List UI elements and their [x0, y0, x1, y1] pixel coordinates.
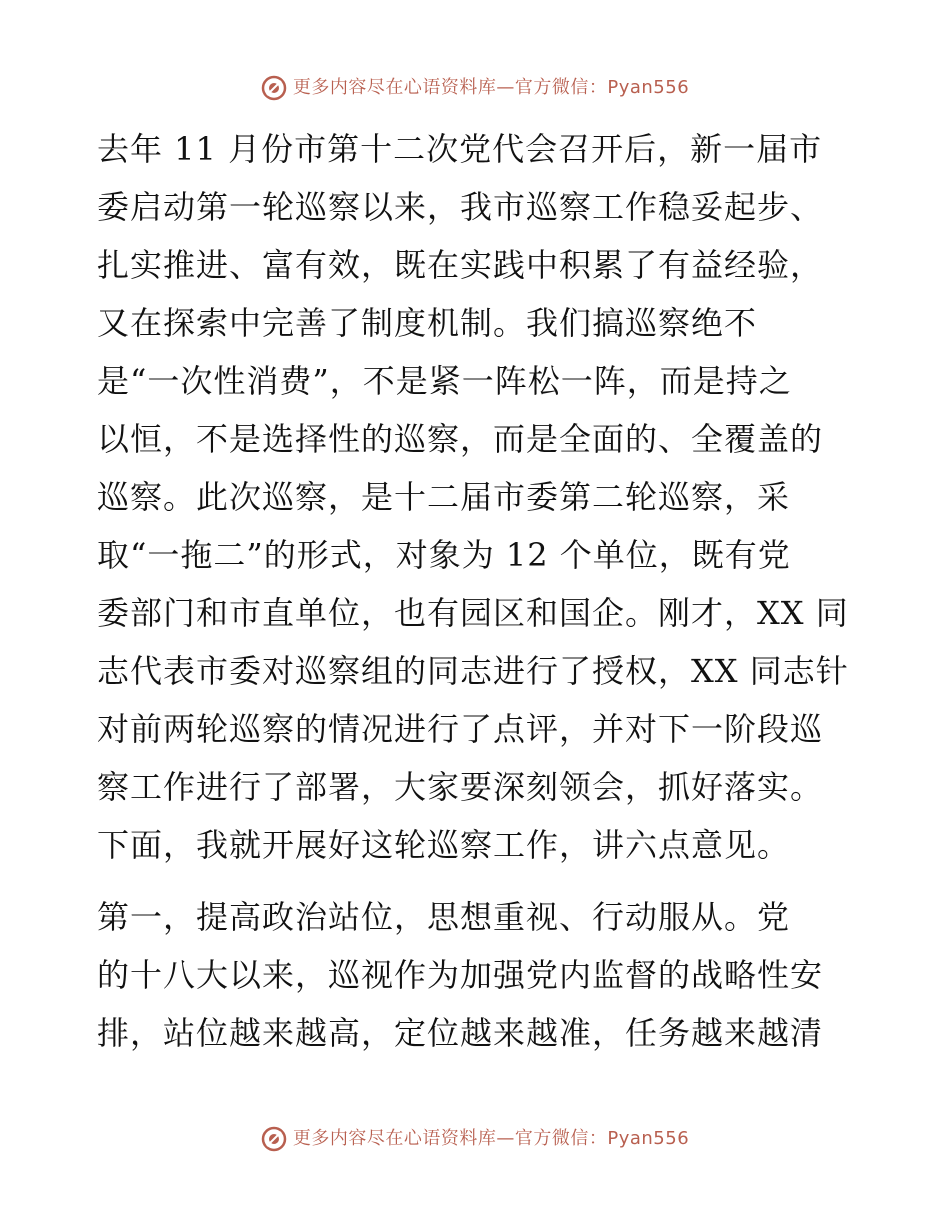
- seal-logo-icon: [261, 1126, 287, 1152]
- text-line: 扎实推进、富有效，既在实践中积累了有益经验，: [97, 246, 824, 284]
- text-line: 第一，提高政治站位，思想重视、行动服从。党: [97, 898, 791, 936]
- text-line: 下面，我就开展好这轮巡察工作，讲六点意见。: [97, 826, 791, 864]
- document-body: [97, 120, 857, 1062]
- text-line: 对前两轮巡察的情况进行了点评，并对下一阶段巡: [97, 710, 824, 748]
- watermark-text: 更多内容尽在心语资料库—官方微信：Pyan556: [292, 1128, 690, 1149]
- seal-logo-icon: [261, 75, 287, 101]
- text-line: 志代表市委对巡察组的同志进行了授权，XX 同志针: [97, 652, 849, 690]
- footer-watermark: [0, 1126, 950, 1152]
- text-line: 排，站位越来越高，定位越来越准，任务越来越清: [97, 1014, 824, 1052]
- header-watermark: [0, 75, 950, 101]
- text-line: 取“一拖二”的形式，对象为 12 个单位，既有党: [97, 536, 791, 574]
- text-line: 察工作进行了部署，大家要深刻领会，抓好落实。: [97, 768, 824, 806]
- text-line: 巡察。此次巡察，是十二届市委第二轮巡察，采: [97, 478, 791, 516]
- paragraph-section-one: [97, 888, 857, 1062]
- text-line: 以恒，不是选择性的巡察，而是全面的、全覆盖的: [97, 420, 824, 458]
- text-line: 委部门和市直单位，也有园区和国企。刚才，XX 同: [97, 594, 849, 632]
- text-line: 是“一次性消费”，不是紧一阵松一阵，而是持之: [97, 362, 792, 400]
- paragraph-intro: [97, 120, 857, 874]
- watermark-text: 更多内容尽在心语资料库—官方微信：Pyan556: [292, 77, 690, 98]
- text-line: 去年 11 月份市第十二次党代会召开后，新一届市: [97, 130, 823, 168]
- text-line: 委启动第一轮巡察以来，我市巡察工作稳妥起步、: [97, 188, 824, 226]
- text-line: 的十八大以来，巡视作为加强党内监督的战略性安: [97, 956, 824, 994]
- text-line: 又在探索中完善了制度机制。我们搞巡察绝不: [97, 304, 758, 342]
